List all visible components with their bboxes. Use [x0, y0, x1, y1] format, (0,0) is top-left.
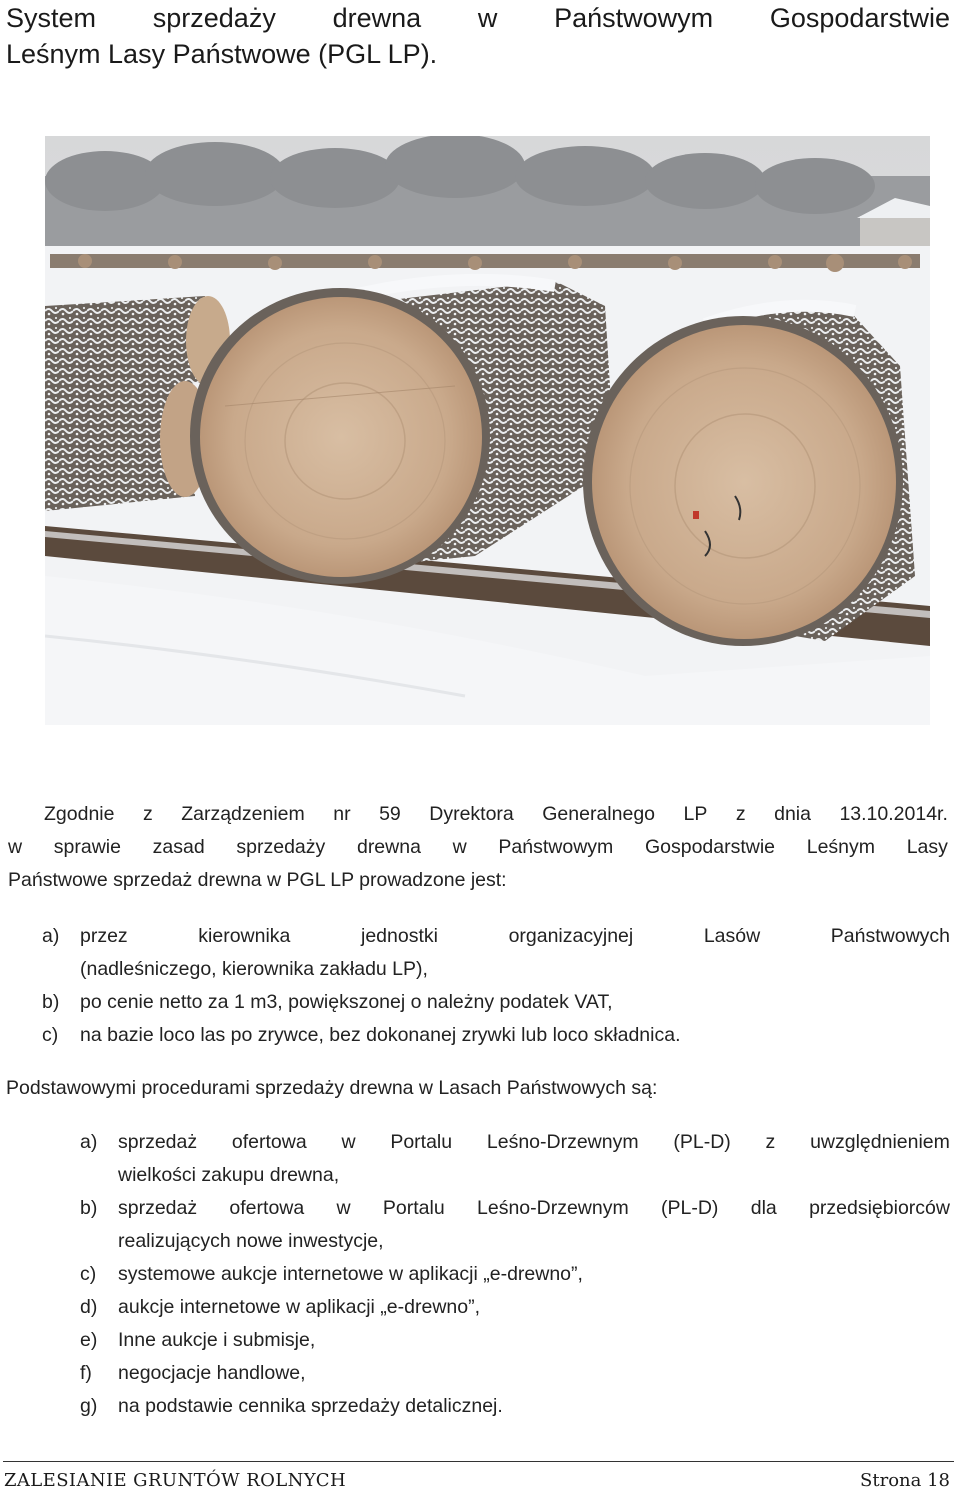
- intro-word: Zgodnie: [44, 803, 115, 825]
- list-item-line: [80, 920, 950, 953]
- intro-word: z: [142, 803, 153, 825]
- procedures-list: [80, 1126, 950, 1423]
- title-line-1: [6, 0, 950, 36]
- intro-word: LP: [683, 803, 708, 825]
- list-word: sprzedaż: [118, 1197, 198, 1219]
- list-item: [80, 1324, 950, 1357]
- list-word: z: [765, 1131, 776, 1153]
- list-marker: b): [42, 991, 60, 1013]
- list-word: przedsiębiorców: [809, 1197, 950, 1219]
- list-word: organizacyjnej: [508, 925, 634, 947]
- list-item: [80, 1258, 950, 1291]
- intro-word: Generalnego: [542, 803, 656, 825]
- list-word: Państwowych: [830, 925, 950, 947]
- list-word: Leśno-Drzewnym: [477, 1197, 629, 1219]
- page-title: [6, 0, 950, 72]
- list-item-continuation: realizujących nowe inwestycje,: [118, 1230, 384, 1252]
- procedures-intro: Podstawowymi procedurami sprzedaży drewna w Lasach Państwowych są:: [6, 1077, 658, 1099]
- list-word: kierownika: [198, 925, 291, 947]
- intro-word: Gospodarstwie: [644, 836, 776, 858]
- intro-word: nr: [333, 803, 351, 825]
- list-item-text: Inne aukcje i submisje,: [118, 1329, 316, 1351]
- intro-word: dnia: [774, 803, 811, 825]
- list-item: [42, 1019, 950, 1052]
- intro-word: sprzedaży: [236, 836, 326, 858]
- list-item-text: na bazie loco las po zrywce, bez dokonanej zrywki lub loco składnica.: [80, 1024, 681, 1046]
- list-item: [42, 920, 950, 986]
- list-item-text: na podstawie cennika sprzedaży detalicznej.: [118, 1395, 503, 1417]
- title-line-2: Leśnym Lasy Państwowe (PGL LP).: [6, 39, 438, 69]
- intro-paragraph: [8, 798, 948, 897]
- list-item-line: [118, 1126, 950, 1159]
- intro-word: w: [452, 836, 467, 858]
- list-marker: c): [42, 1024, 59, 1046]
- list-marker: f): [80, 1362, 92, 1384]
- list-marker: b): [80, 1197, 98, 1219]
- list-item-text: systemowe aukcje internetowe w aplikacji „e-drewno”,: [118, 1263, 583, 1285]
- list-item-text: negocjacje handlowe,: [118, 1362, 306, 1384]
- list-item-text: aukcje internetowe w aplikacji „e-drewno”,: [118, 1296, 480, 1318]
- intro-word: Lasy: [906, 836, 948, 858]
- list-marker: a): [42, 925, 60, 947]
- intro-word: z: [735, 803, 746, 825]
- list-word: Lasów: [703, 925, 761, 947]
- intro-word: Państwowym: [498, 836, 614, 858]
- footer-document-title: ZALESIANIE GRUNTÓW ROLNYCH: [4, 1470, 347, 1491]
- title-word: Gospodarstwie: [769, 3, 950, 33]
- intro-word: drewna: [356, 836, 421, 858]
- intro-word: zasad: [152, 836, 205, 858]
- title-word: w: [477, 3, 498, 33]
- list-word: ofertowa: [229, 1197, 305, 1219]
- intro-line-1: [8, 798, 948, 831]
- intro-word: 13.10.2014r.: [839, 803, 948, 825]
- intro-word: sprawie: [53, 836, 121, 858]
- list-word: w: [341, 1131, 356, 1153]
- sale-conditions-list: [42, 920, 950, 1052]
- intro-line-3: Państwowe sprzedaż drewna w PGL LP prowadzone jest:: [8, 869, 507, 891]
- intro-word: Dyrektora: [429, 803, 514, 825]
- list-item: [80, 1126, 950, 1192]
- list-word: ofertowa: [231, 1131, 307, 1153]
- list-word: (PL-D): [673, 1131, 731, 1153]
- list-marker: e): [80, 1329, 98, 1351]
- intro-word: Leśnym: [806, 836, 876, 858]
- list-word: uwzględnieniem: [810, 1131, 950, 1153]
- list-item-continuation: wielkości zakupu drewna,: [118, 1164, 340, 1186]
- list-word: (PL-D): [661, 1197, 719, 1219]
- list-marker: g): [80, 1395, 98, 1417]
- list-word: Portalu: [390, 1131, 453, 1153]
- list-item: [80, 1390, 950, 1423]
- intro-word: 59: [379, 803, 401, 825]
- intro-word: w: [8, 836, 23, 858]
- list-marker: a): [80, 1131, 98, 1153]
- footer-page-number: Strona 18: [860, 1470, 950, 1491]
- list-word: Leśno-Drzewnym: [486, 1131, 639, 1153]
- list-item-line: [118, 1192, 950, 1225]
- title-word: drewna: [332, 3, 422, 33]
- list-marker: d): [80, 1296, 98, 1318]
- intro-line-2: [8, 831, 948, 864]
- list-word: dla: [750, 1197, 777, 1219]
- title-word: System: [6, 3, 97, 33]
- list-item-continuation: (nadleśniczego, kierownika zakładu LP),: [80, 958, 428, 980]
- list-item: [80, 1357, 950, 1390]
- list-word: Portalu: [382, 1197, 445, 1219]
- list-item: [80, 1291, 950, 1324]
- list-word: przez: [80, 925, 128, 947]
- list-word: w: [336, 1197, 351, 1219]
- list-word: sprzedaż: [118, 1131, 198, 1153]
- footer-divider: [3, 1461, 954, 1462]
- title-word: Państwowym: [554, 3, 714, 33]
- list-item-text: po cenie netto za 1 m3, powiększonej o należny podatek VAT,: [80, 991, 613, 1013]
- list-marker: c): [80, 1263, 97, 1285]
- intro-word: Zarządzeniem: [181, 803, 305, 825]
- list-word: jednostki: [361, 925, 438, 947]
- list-item: [80, 1192, 950, 1258]
- list-item: [42, 986, 950, 1019]
- title-word: sprzedaży: [152, 3, 276, 33]
- timber-logs-photo: [45, 136, 930, 725]
